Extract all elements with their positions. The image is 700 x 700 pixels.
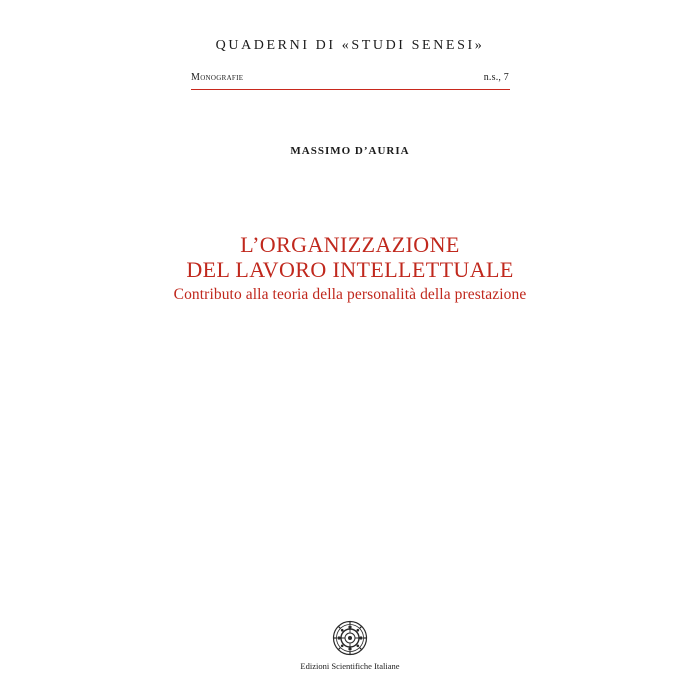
series-title: QUADERNI DI «STUDI SENESI» bbox=[215, 38, 485, 53]
publisher-name: Edizioni Scientifiche Italiane bbox=[300, 661, 400, 671]
author-name: MASSIMO D’AURIA bbox=[290, 145, 410, 157]
collection-label: Monografie bbox=[191, 72, 244, 83]
book-title-line-1: L’ORGANIZZAZIONE bbox=[240, 232, 460, 257]
book-title-line-2: DEL LAVORO INTELLETTUALE bbox=[186, 257, 514, 282]
series-meta-row bbox=[191, 72, 509, 86]
publisher-emblem-icon bbox=[332, 620, 368, 656]
series-number: n.s., 7 bbox=[483, 72, 509, 83]
title-block bbox=[0, 232, 700, 304]
header-rule bbox=[191, 89, 510, 90]
book-subtitle: Contributo alla teoria della personalità della prestazione bbox=[173, 286, 527, 303]
